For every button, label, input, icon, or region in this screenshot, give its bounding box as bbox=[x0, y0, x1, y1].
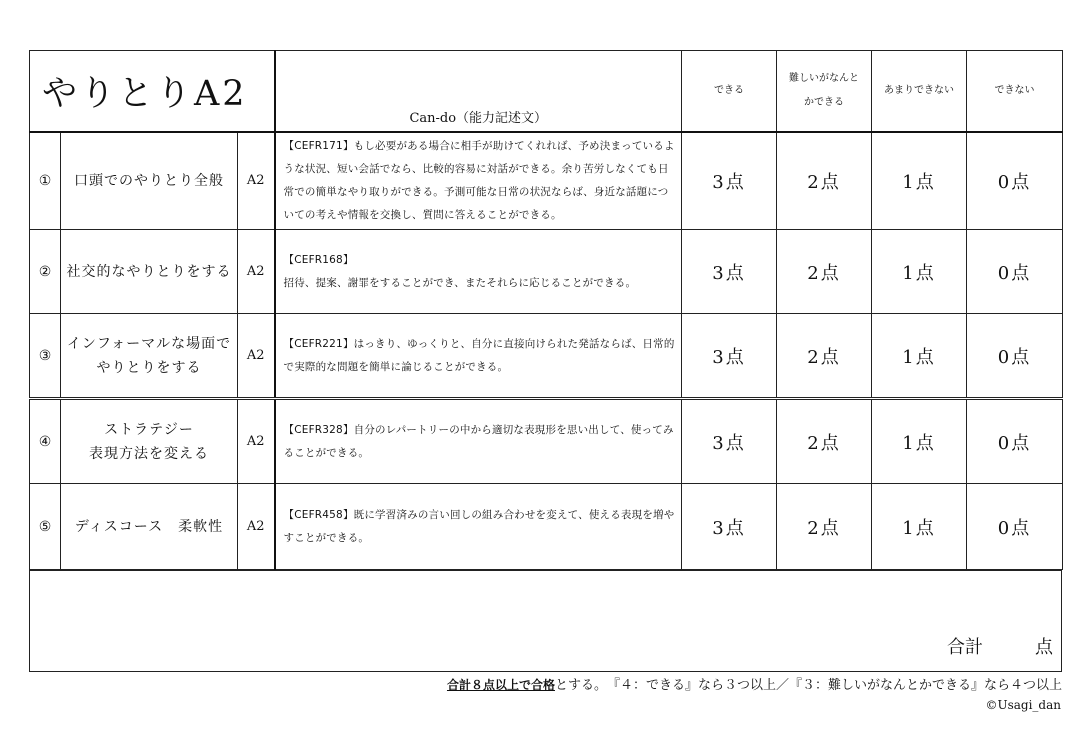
cando-description bbox=[275, 399, 682, 484]
level-header-line: 難しいがなんと bbox=[789, 72, 859, 84]
score-option: 0点 bbox=[967, 132, 1063, 230]
score-option: 2点 bbox=[777, 314, 872, 399]
table-row bbox=[30, 314, 1063, 399]
cando-description-text: 【CEFR171】もし必要がある場合に相手が助けてくれれば、予め決まっているような状況、短い会話でなら、比較的容易に対話ができる。余り苦労しなくても日常での簡単なやり取りができる。予測可能な日常の状況ならば、身近な話題についての考えや情報を交換し、質問に答えることができる。 bbox=[283, 139, 675, 221]
cando-description bbox=[275, 132, 682, 230]
cando-header: Can-do（能力記述文） bbox=[275, 51, 682, 132]
cando-description-text: 【CEFR168】 bbox=[283, 253, 354, 266]
sheet-title: やりとりA2 bbox=[30, 51, 275, 132]
score-option: 1点 bbox=[872, 314, 967, 399]
header-row bbox=[30, 51, 1063, 132]
row-number: ④ bbox=[30, 399, 61, 484]
skill-name bbox=[61, 314, 238, 399]
cando-description-text: 招待、提案、謝罪をすることができ、またそれらに応じることができる。 bbox=[283, 276, 637, 289]
score-option: 2点 bbox=[777, 132, 872, 230]
skill-name-line: 口頭でのやりとり全般 bbox=[74, 172, 224, 189]
skill-name-line: 社交的なやりとりをする bbox=[66, 263, 232, 280]
cando-description-text: 【CEFR458】既に学習済みの言い回しの組み合わせを変えて、使える表現を増やすことができる。 bbox=[283, 508, 675, 544]
row-number: ② bbox=[30, 230, 61, 314]
score-option: 1点 bbox=[872, 484, 967, 570]
cefr-level: A2 bbox=[238, 132, 275, 230]
cefr-level: A2 bbox=[238, 399, 275, 484]
copyright: ©Usagi_dan bbox=[985, 698, 1061, 712]
score-option: 3点 bbox=[682, 399, 777, 484]
level-header-line: できる bbox=[714, 84, 744, 96]
total-area bbox=[30, 571, 1062, 672]
level-header-can bbox=[682, 51, 777, 132]
level-header-line: あまりできない bbox=[884, 84, 954, 96]
score-option: 0点 bbox=[967, 484, 1063, 570]
level-header-rarely bbox=[872, 51, 967, 132]
skill-name-line: 表現方法を変える bbox=[89, 445, 209, 462]
cefr-level: A2 bbox=[238, 484, 275, 570]
score-option: 0点 bbox=[967, 399, 1063, 484]
skill-name-line: ディスコース 柔軟性 bbox=[74, 518, 224, 535]
score-option: 3点 bbox=[682, 132, 777, 230]
score-option: 3点 bbox=[682, 230, 777, 314]
cando-description bbox=[275, 484, 682, 570]
score-option: 3点 bbox=[682, 314, 777, 399]
score-option: 1点 bbox=[872, 399, 967, 484]
passing-criteria-note bbox=[447, 674, 1062, 693]
cefr-level: A2 bbox=[238, 230, 275, 314]
row-number: ⑤ bbox=[30, 484, 61, 570]
score-option: 1点 bbox=[872, 132, 967, 230]
level-header-line: できない bbox=[994, 84, 1035, 96]
score-option: 0点 bbox=[967, 230, 1063, 314]
score-option: 0点 bbox=[967, 314, 1063, 399]
score-option: 2点 bbox=[777, 399, 872, 484]
cando-description bbox=[275, 314, 682, 399]
table-row bbox=[30, 484, 1063, 570]
score-option: 2点 bbox=[777, 484, 872, 570]
table-row bbox=[30, 399, 1063, 484]
total-label: 合計 点 bbox=[947, 637, 1053, 658]
cefr-level: A2 bbox=[238, 314, 275, 399]
level-header-barely bbox=[777, 51, 872, 132]
row-number: ① bbox=[30, 132, 61, 230]
skill-name-line: やりとりをする bbox=[96, 359, 202, 376]
level-header-cannot bbox=[967, 51, 1063, 132]
cando-rubric-table bbox=[29, 50, 1063, 570]
score-option: 3点 bbox=[682, 484, 777, 570]
skill-name bbox=[61, 484, 238, 570]
cando-description-text: 【CEFR328】自分のレパートリーの中から適切な表現形を思い出して、使ってみることができる。 bbox=[283, 423, 674, 459]
skill-name-line: インフォーマルな場面で bbox=[66, 335, 232, 352]
score-option: 2点 bbox=[777, 230, 872, 314]
table-row bbox=[30, 230, 1063, 314]
score-option: 1点 bbox=[872, 230, 967, 314]
skill-name bbox=[61, 230, 238, 314]
level-header-line: かできる bbox=[804, 96, 844, 108]
row-number: ③ bbox=[30, 314, 61, 399]
total-table bbox=[29, 570, 1062, 672]
cando-description bbox=[275, 230, 682, 314]
skill-name-line: ストラテジー bbox=[104, 421, 194, 438]
passing-conditions: とする。 『４：できる』なら３つ以上／『３：難しいがなんとかできる』なら４つ以上 bbox=[554, 678, 1062, 693]
skill-name bbox=[61, 132, 238, 230]
evaluation-sheet bbox=[29, 50, 1062, 672]
passing-threshold: 合計８点以上で合格 bbox=[446, 678, 555, 692]
table-row bbox=[30, 132, 1063, 230]
skill-name bbox=[61, 399, 238, 484]
cando-description-text: 【CEFR221】はっきり、ゆっくりと、自分に直接向けられた発話ならば、日常的で実際的な問題を簡単に論じることができる。 bbox=[283, 337, 675, 373]
